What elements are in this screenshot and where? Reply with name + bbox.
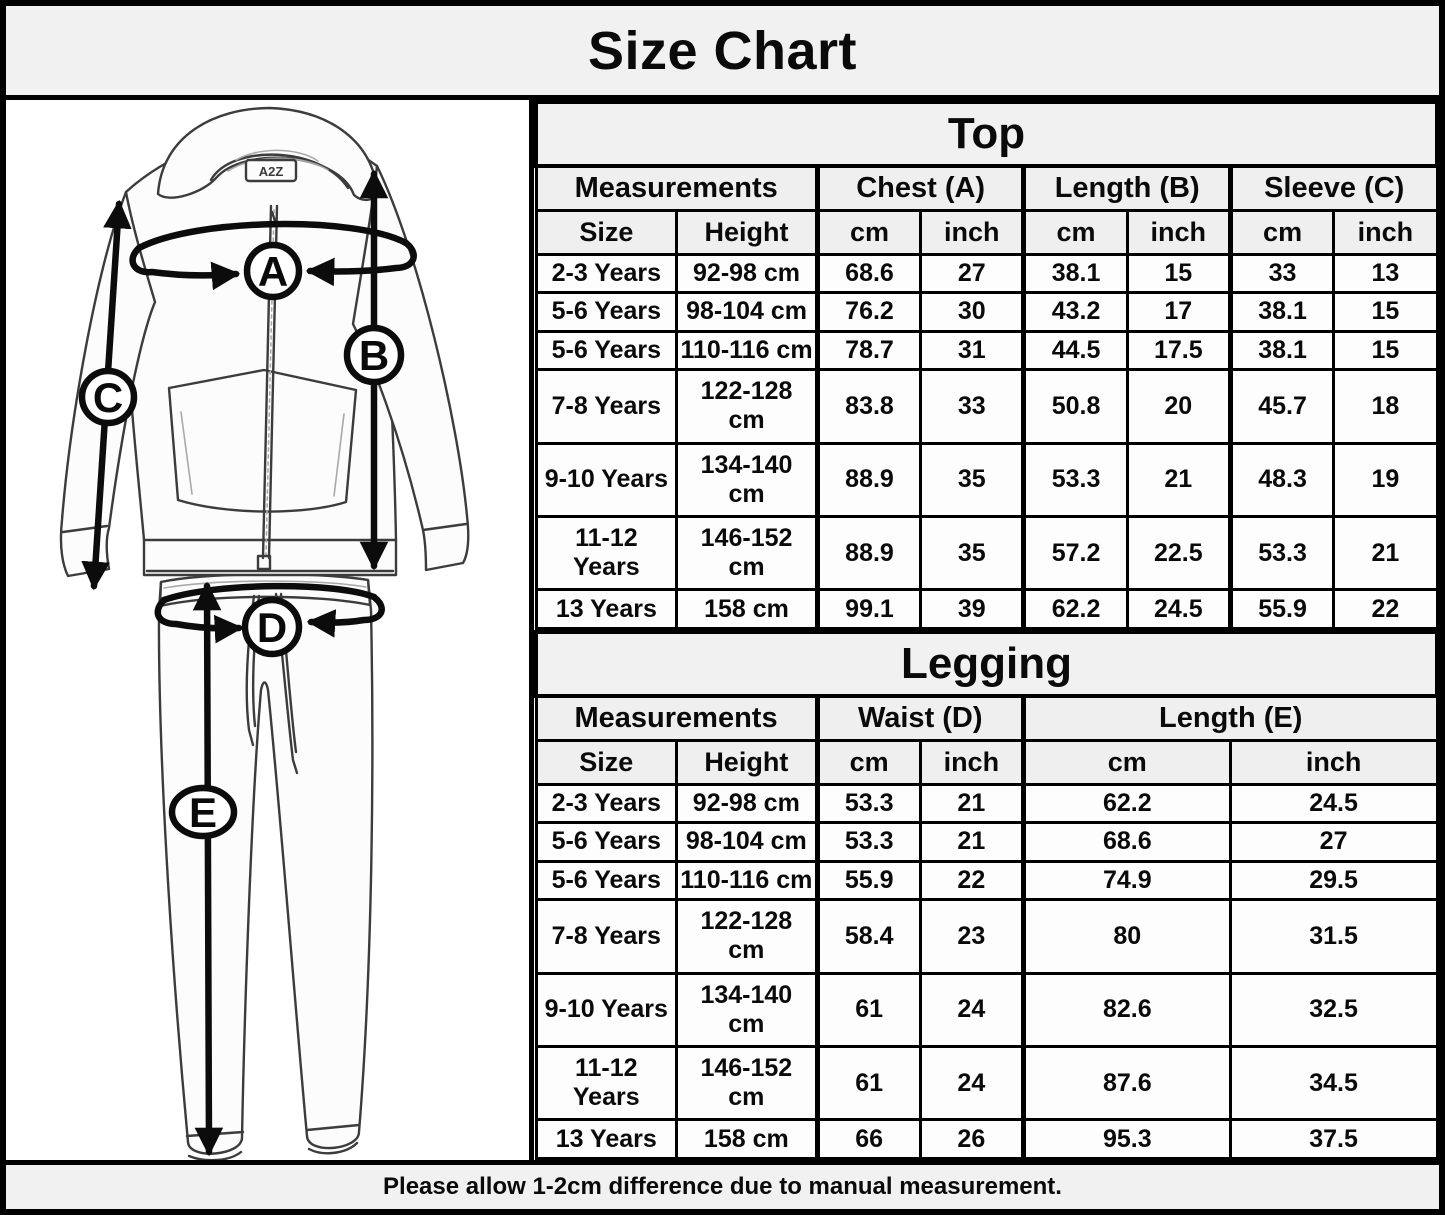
hoodie-sketch <box>61 108 468 576</box>
table-row <box>536 370 1437 443</box>
size-cell: 2-3 Years <box>536 784 677 823</box>
leg-length-arrow <box>207 586 209 1152</box>
column-header: cm <box>1024 210 1127 254</box>
column-header: inch <box>1230 740 1437 784</box>
value-cell: 21 <box>1334 517 1437 590</box>
value-cell: 55.9 <box>817 861 920 900</box>
section-title: Top <box>536 102 1437 166</box>
value-cell: 29.5 <box>1230 861 1437 900</box>
column-header: cm <box>817 210 920 254</box>
value-cell: 80 <box>1023 900 1230 973</box>
group-header: Chest (A) <box>817 166 1024 210</box>
size-cell: 5-6 Years <box>536 293 677 332</box>
height-cell: 146-152 cm <box>677 517 818 590</box>
group-header: Measurements <box>536 166 817 210</box>
leg-length-marker-letter: E <box>188 789 218 836</box>
value-cell: 24.5 <box>1127 590 1230 629</box>
column-header: Height <box>677 740 818 784</box>
value-cell: 68.6 <box>1023 823 1230 862</box>
table-row <box>536 900 1437 973</box>
length-marker-letter: B <box>358 332 390 379</box>
value-cell: 87.6 <box>1023 1047 1230 1120</box>
value-cell: 35 <box>921 517 1024 590</box>
table-row <box>536 1120 1437 1159</box>
size-cell: 7-8 Years <box>536 900 677 973</box>
brand-tag-text: A2Z <box>258 164 284 179</box>
value-cell: 61 <box>817 1047 920 1120</box>
size-cell: 5-6 Years <box>536 823 677 862</box>
value-cell: 53.3 <box>1230 517 1333 590</box>
value-cell: 17 <box>1127 293 1230 332</box>
group-header: Length (E) <box>1023 696 1437 740</box>
waist-marker-letter: D <box>256 604 288 651</box>
table-row <box>536 590 1437 629</box>
value-cell: 57.2 <box>1024 517 1127 590</box>
value-cell: 33 <box>1230 254 1333 293</box>
value-cell: 24 <box>920 1047 1023 1120</box>
size-tables-panel <box>534 100 1439 1160</box>
legging-silhouette <box>159 574 372 1153</box>
column-header: Height <box>677 210 818 254</box>
height-cell: 122-128 cm <box>677 370 818 443</box>
value-cell: 27 <box>921 254 1024 293</box>
value-cell: 26 <box>920 1120 1023 1159</box>
size-cell: 13 Years <box>536 1120 677 1159</box>
value-cell: 18 <box>1334 370 1437 443</box>
page-title: Size Chart <box>587 20 858 81</box>
height-cell: 146-152 cm <box>677 1047 818 1120</box>
height-cell: 92-98 cm <box>677 784 818 823</box>
value-cell: 23 <box>920 900 1023 973</box>
chest-marker-letter: A <box>257 248 289 295</box>
sleeve-marker-letter: C <box>92 374 124 421</box>
value-cell: 37.5 <box>1230 1120 1437 1159</box>
section-title: Legging <box>536 632 1437 696</box>
height-cell: 134-140 cm <box>677 443 818 516</box>
height-cell: 98-104 cm <box>677 823 818 862</box>
value-cell: 24.5 <box>1230 784 1437 823</box>
height-cell: 158 cm <box>677 1120 818 1159</box>
value-cell: 82.6 <box>1023 973 1230 1046</box>
garment-measurement-diagram <box>6 100 529 1160</box>
size-cell: 9-10 Years <box>536 443 677 516</box>
value-cell: 76.2 <box>817 293 920 332</box>
value-cell: 88.9 <box>817 443 920 516</box>
value-cell: 17.5 <box>1127 331 1230 370</box>
height-cell: 158 cm <box>677 590 818 629</box>
top-size-table <box>534 100 1439 630</box>
size-cell: 9-10 Years <box>536 973 677 1046</box>
footer-bar <box>6 1160 1439 1209</box>
value-cell: 50.8 <box>1024 370 1127 443</box>
value-cell: 38.1 <box>1024 254 1127 293</box>
value-cell: 99.1 <box>817 590 920 629</box>
value-cell: 38.1 <box>1230 331 1333 370</box>
value-cell: 13 <box>1334 254 1437 293</box>
column-header: cm <box>1230 210 1333 254</box>
value-cell: 95.3 <box>1023 1120 1230 1159</box>
value-cell: 74.9 <box>1023 861 1230 900</box>
height-cell: 110-116 cm <box>677 331 818 370</box>
value-cell: 21 <box>920 784 1023 823</box>
column-header: cm <box>1023 740 1230 784</box>
column-header: cm <box>817 740 920 784</box>
table-row <box>536 293 1437 332</box>
value-cell: 22.5 <box>1127 517 1230 590</box>
value-cell: 62.2 <box>1024 590 1127 629</box>
value-cell: 15 <box>1127 254 1230 293</box>
column-header: Size <box>536 210 677 254</box>
size-cell: 5-6 Years <box>536 861 677 900</box>
table-row <box>536 331 1437 370</box>
value-cell: 55.9 <box>1230 590 1333 629</box>
height-cell: 134-140 cm <box>677 973 818 1046</box>
table-row <box>536 973 1437 1046</box>
value-cell: 53.3 <box>1024 443 1127 516</box>
value-cell: 43.2 <box>1024 293 1127 332</box>
table-row <box>536 1047 1437 1120</box>
value-cell: 39 <box>921 590 1024 629</box>
legging-size-table <box>534 630 1439 1160</box>
value-cell: 66 <box>817 1120 920 1159</box>
value-cell: 38.1 <box>1230 293 1333 332</box>
group-header: Waist (D) <box>817 696 1023 740</box>
value-cell: 32.5 <box>1230 973 1437 1046</box>
value-cell: 45.7 <box>1230 370 1333 443</box>
table-row <box>536 784 1437 823</box>
height-cell: 92-98 cm <box>677 254 818 293</box>
size-cell: 13 Years <box>536 590 677 629</box>
value-cell: 44.5 <box>1024 331 1127 370</box>
value-cell: 15 <box>1334 331 1437 370</box>
value-cell: 21 <box>1127 443 1230 516</box>
table-row <box>536 823 1437 862</box>
height-cell: 98-104 cm <box>677 293 818 332</box>
value-cell: 30 <box>921 293 1024 332</box>
value-cell: 48.3 <box>1230 443 1333 516</box>
title-bar <box>6 6 1439 100</box>
value-cell: 33 <box>921 370 1024 443</box>
group-header: Length (B) <box>1024 166 1231 210</box>
value-cell: 61 <box>817 973 920 1046</box>
value-cell: 21 <box>920 823 1023 862</box>
table-row <box>536 254 1437 293</box>
value-cell: 88.9 <box>817 517 920 590</box>
content-area <box>6 100 1439 1160</box>
value-cell: 62.2 <box>1023 784 1230 823</box>
size-cell: 5-6 Years <box>536 331 677 370</box>
legging-sketch <box>159 574 372 1160</box>
size-cell: 11-12 Years <box>536 517 677 590</box>
value-cell: 78.7 <box>817 331 920 370</box>
column-header: inch <box>920 740 1023 784</box>
size-cell: 7-8 Years <box>536 370 677 443</box>
value-cell: 15 <box>1334 293 1437 332</box>
value-cell: 22 <box>920 861 1023 900</box>
garment-diagram-panel <box>6 100 534 1160</box>
value-cell: 19 <box>1334 443 1437 516</box>
size-cell: 2-3 Years <box>536 254 677 293</box>
table-row <box>536 861 1437 900</box>
column-header: Size <box>536 740 677 784</box>
value-cell: 22 <box>1334 590 1437 629</box>
measurement-disclaimer: Please allow 1-2cm difference due to manual measurement. <box>383 1173 1062 1200</box>
value-cell: 68.6 <box>817 254 920 293</box>
height-cell: 110-116 cm <box>677 861 818 900</box>
value-cell: 35 <box>921 443 1024 516</box>
column-header: inch <box>1334 210 1437 254</box>
value-cell: 20 <box>1127 370 1230 443</box>
column-header: inch <box>921 210 1024 254</box>
value-cell: 53.3 <box>817 823 920 862</box>
column-header: inch <box>1127 210 1230 254</box>
table-row <box>536 443 1437 516</box>
table-row <box>536 517 1437 590</box>
value-cell: 31.5 <box>1230 900 1437 973</box>
height-cell: 122-128 cm <box>677 900 818 973</box>
value-cell: 53.3 <box>817 784 920 823</box>
group-header: Sleeve (C) <box>1230 166 1437 210</box>
size-cell: 11-12 Years <box>536 1047 677 1120</box>
value-cell: 24 <box>920 973 1023 1046</box>
value-cell: 31 <box>921 331 1024 370</box>
value-cell: 27 <box>1230 823 1437 862</box>
value-cell: 34.5 <box>1230 1047 1437 1120</box>
value-cell: 83.8 <box>817 370 920 443</box>
group-header: Measurements <box>536 696 817 740</box>
value-cell: 58.4 <box>817 900 920 973</box>
